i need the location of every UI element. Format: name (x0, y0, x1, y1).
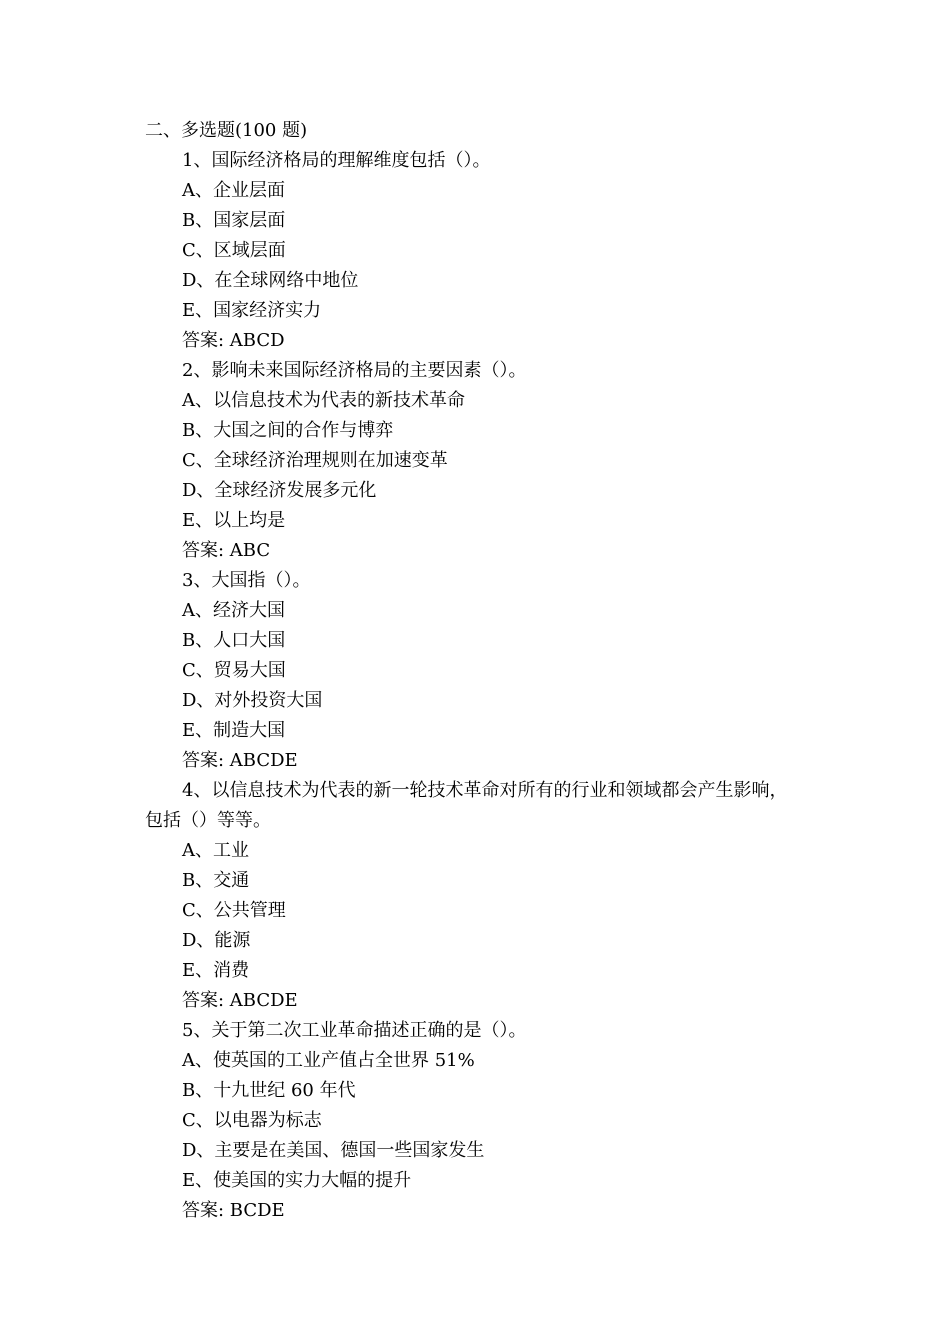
question-stem: 3、大国指（）。 (182, 570, 311, 591)
question-5 (145, 1016, 795, 1226)
question-stem: 5、关于第二次工业革命描述正确的是（）。 (182, 1020, 527, 1041)
document-content (145, 116, 795, 1226)
option-c: C、以电器为标志 (182, 1110, 322, 1131)
option-e: E、消费 (182, 960, 250, 981)
option-b: B、国家层面 (182, 210, 286, 231)
option-b: B、交通 (182, 870, 250, 891)
option-d: D、能源 (182, 930, 251, 951)
question-4 (145, 776, 795, 1016)
option-c: C、贸易大国 (182, 660, 286, 681)
option-a: A、企业层面 (182, 180, 285, 201)
option-d: D、在全球网络中地位 (182, 270, 359, 291)
option-e: E、制造大国 (182, 720, 286, 741)
option-a: A、使英国的工业产值占全世界 51% (182, 1050, 475, 1071)
answer-line: 答案: ABCDE (182, 990, 298, 1011)
option-c: C、公共管理 (182, 900, 286, 921)
answer-line: 答案: BCDE (182, 1200, 285, 1221)
option-a: A、工业 (182, 840, 249, 861)
question-2 (145, 356, 795, 566)
option-c: C、全球经济治理规则在加速变革 (182, 450, 448, 471)
option-a: A、以信息技术为代表的新技术革命 (182, 390, 465, 411)
option-d: D、主要是在美国、德国一些国家发生 (182, 1140, 485, 1161)
option-e: E、以上均是 (182, 510, 286, 531)
option-e: E、使美国的实力大幅的提升 (182, 1170, 412, 1191)
question-stem: 1、国际经济格局的理解维度包括（）。 (182, 150, 491, 171)
question-3 (145, 566, 795, 776)
option-d: D、对外投资大国 (182, 690, 323, 711)
section-title: 二、多选题(100 题) (145, 120, 308, 141)
option-b: B、大国之间的合作与博弈 (182, 420, 394, 441)
answer-line: 答案: ABC (182, 540, 271, 561)
option-e: E、国家经济实力 (182, 300, 322, 321)
question-stem: 2、影响未来国际经济格局的主要因素（）。 (182, 360, 527, 381)
option-c: C、区域层面 (182, 240, 286, 261)
option-b: B、十九世纪 60 年代 (182, 1080, 356, 1101)
option-a: A、经济大国 (182, 600, 285, 621)
answer-line: 答案: ABCD (182, 330, 285, 351)
answer-line: 答案: ABCDE (182, 750, 298, 771)
question-1 (145, 146, 795, 356)
option-d: D、全球经济发展多元化 (182, 480, 377, 501)
option-b: B、人口大国 (182, 630, 286, 651)
question-stem: 4、以信息技术为代表的新一轮技术革命对所有的行业和领域都会产生影响，包括（）等等。 (145, 780, 788, 831)
